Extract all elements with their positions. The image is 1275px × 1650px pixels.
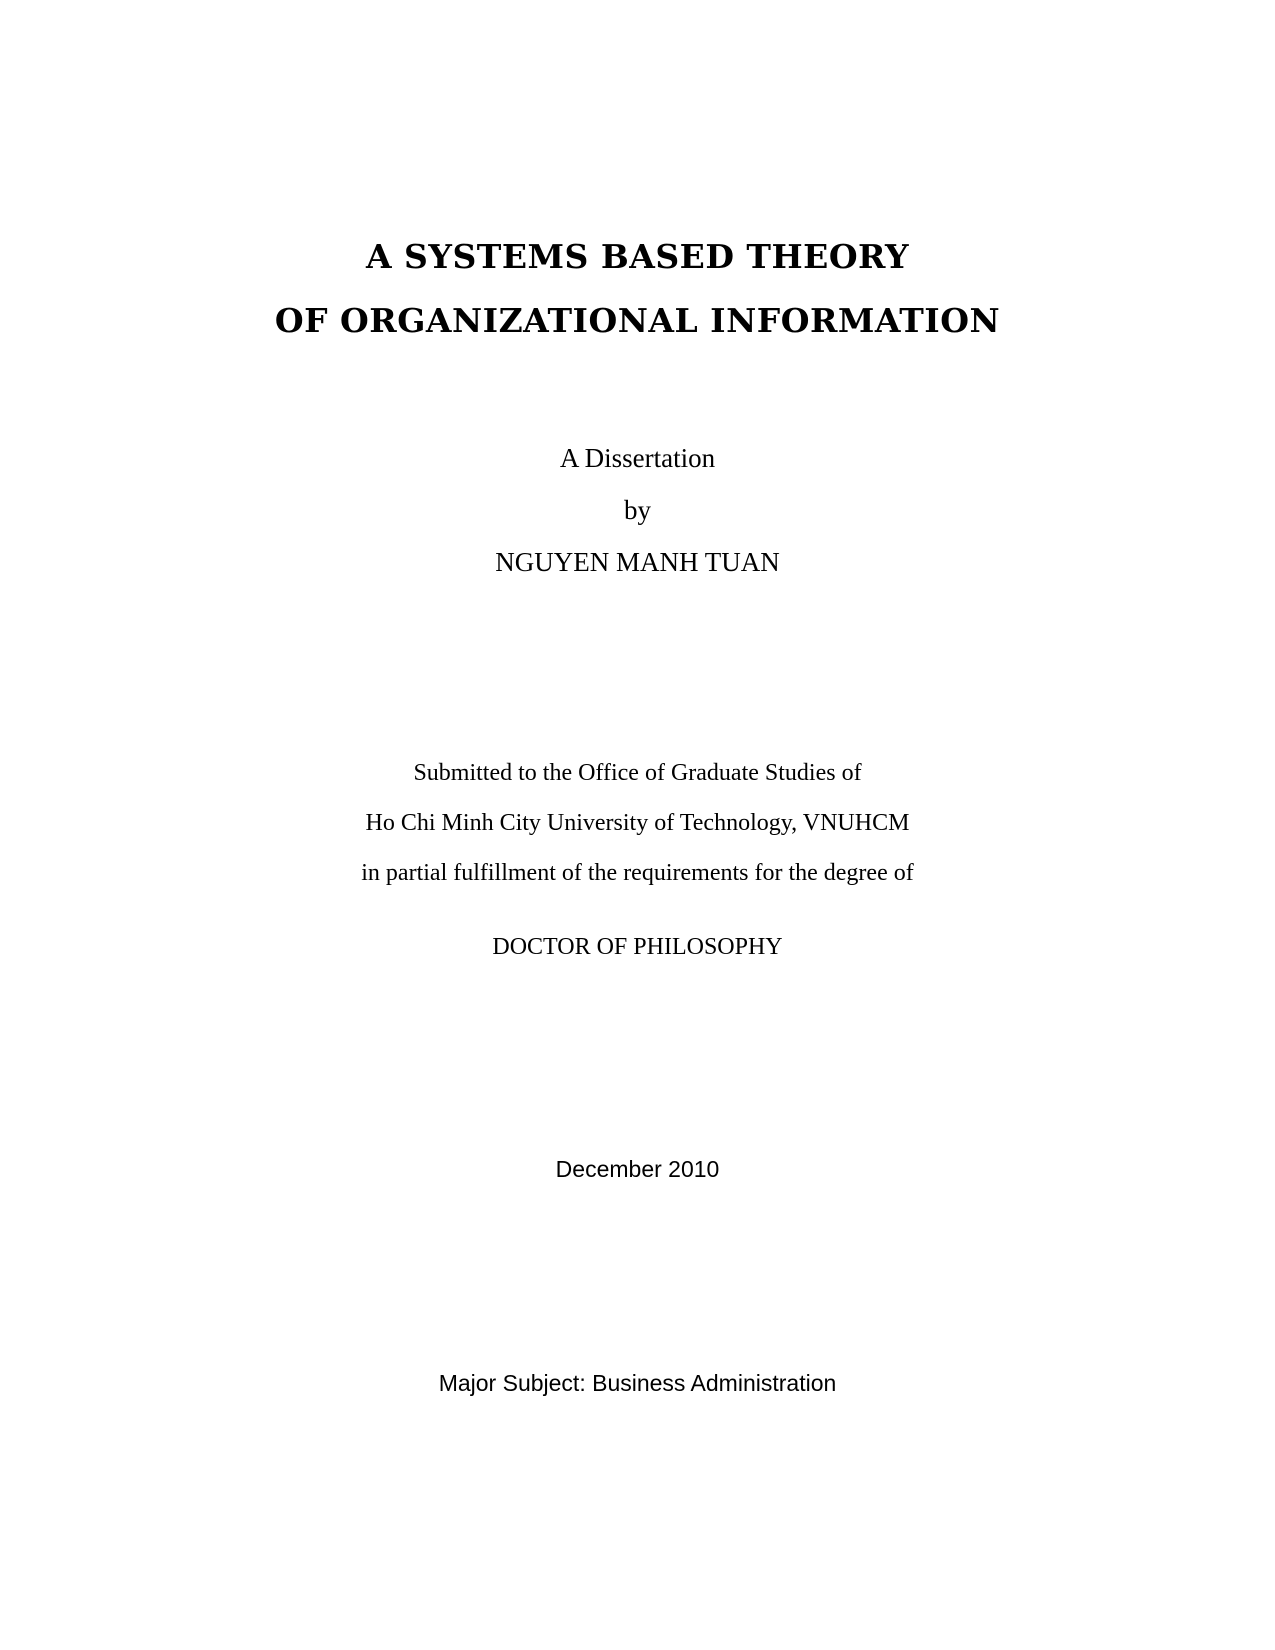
by-label: by bbox=[624, 495, 651, 525]
document-type: A Dissertation bbox=[559, 443, 716, 473]
degree-name: DOCTOR OF PHILOSOPHY bbox=[492, 934, 783, 960]
major-subject: Major Subject: Business Administration bbox=[438, 1370, 837, 1396]
submission-line-3: in partial fulfillment of the requirements for the degree of bbox=[361, 860, 914, 886]
submission-line-2: Ho Chi Minh City University of Technology, VNUHCM bbox=[365, 810, 910, 836]
title-line-2: OF ORGANIZATIONAL INFORMATION bbox=[274, 301, 1001, 340]
submission-line-1: Submitted to the Office of Graduate Studies of bbox=[413, 760, 862, 786]
author-name: NGUYEN MANH TUAN bbox=[495, 547, 780, 577]
title-line-1: A SYSTEMS BASED THEORY bbox=[365, 237, 910, 276]
submission-date: December 2010 bbox=[555, 1156, 720, 1182]
